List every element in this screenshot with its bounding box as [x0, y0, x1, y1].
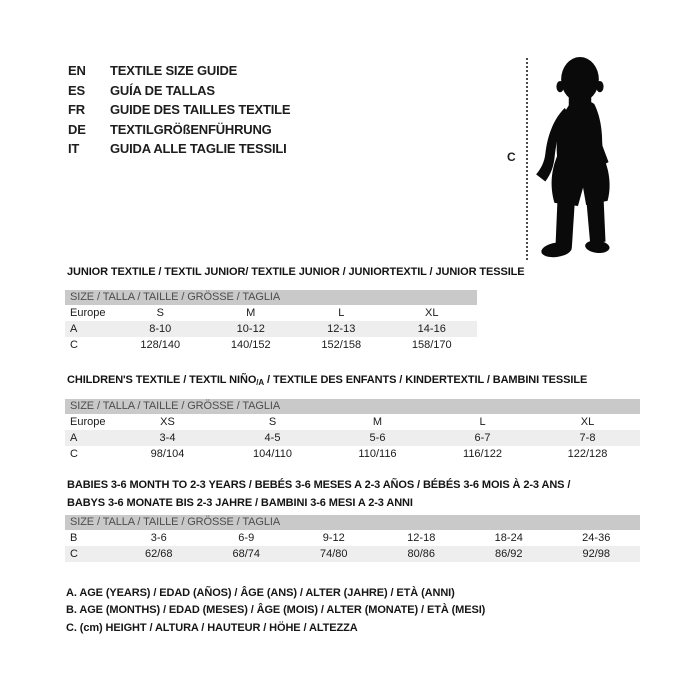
size-cell: 3-4 [115, 430, 220, 446]
language-label: GUIDA ALLE TAGLIE TESSILI [110, 141, 287, 157]
table-row-europe [65, 305, 477, 321]
table-row-europe [65, 414, 640, 430]
babies-title-line1: BABIES 3-6 MONTH TO 2-3 YEARS / BEBÉS 3-6 MESES A 2-3 AÑOS / BÉBÉS 3-6 MOIS À 2-3 ANS / [67, 479, 571, 491]
size-cell: 4-5 [220, 430, 325, 446]
table-row-age-months [65, 530, 640, 546]
size-cell: 140/152 [230, 339, 271, 351]
size-cell: M [246, 307, 256, 319]
language-row-fr [68, 100, 290, 120]
height-measure-label: C [507, 150, 516, 164]
size-cell: 14-16 [387, 321, 478, 337]
row-label: Europe [70, 307, 106, 319]
size-cell: S [268, 416, 277, 428]
language-label: GUÍA DE TALLAS [110, 82, 215, 98]
size-table-junior [65, 290, 477, 353]
size-cell: 12-18 [407, 532, 436, 544]
row-label: Europe [70, 416, 106, 428]
size-cell: 18-24 [494, 532, 523, 544]
size-cell: 5-6 [325, 430, 430, 446]
children-title-subscript: /A [256, 378, 265, 387]
children-title-main: CHILDREN'S TEXTILE / TEXTIL NIÑO [67, 374, 257, 386]
row-label: C [70, 339, 78, 351]
toddler-silhouette [533, 55, 627, 259]
size-cell: 152/158 [321, 339, 362, 351]
language-row-en [68, 61, 290, 81]
section-title-babies [67, 477, 570, 512]
size-cell: 80/86 [378, 546, 466, 562]
size-bar: SIZE / TALLA / TAILLE / GRÖSSE / TAGLIA [65, 515, 640, 530]
row-label: C [70, 448, 78, 460]
size-bar: SIZE / TALLA / TAILLE / GRÖSSE / TAGLIA [65, 399, 640, 414]
size-cell: 6-9 [238, 532, 255, 544]
size-cell: 98/104 [150, 448, 185, 460]
children-title-rest: / TEXTILE DES ENFANTS / KINDERTEXTIL / BAMBINI TESSILE [264, 374, 588, 386]
size-cell: 68/74 [203, 546, 291, 562]
size-cell: 12-13 [296, 321, 387, 337]
legend-block [66, 585, 485, 637]
size-cell: L [479, 416, 486, 428]
language-label: TEXTILE SIZE GUIDE [110, 63, 238, 78]
size-cell: 104/110 [253, 448, 292, 460]
size-cell: 8-10 [115, 321, 206, 337]
legend-line-c: C. (cm) HEIGHT / ALTURA / HAUTEUR / HÖHE / ALTEZZA [66, 621, 358, 634]
language-code: EN [68, 63, 86, 78]
row-label: B [70, 532, 78, 544]
size-cell: M [372, 416, 383, 428]
size-cell: 116/122 [463, 448, 502, 460]
size-cell: 92/98 [553, 546, 641, 562]
size-cell: 110/116 [358, 448, 397, 460]
legend-line-a: A. AGE (YEARS) / EDAD (AÑOS) / ÂGE (ANS) / ALTER (JAHRE) / ETÀ (ANNI) [66, 587, 455, 599]
size-cell: 9-12 [322, 532, 345, 544]
babies-title-line2: BABYS 3-6 MONATE BIS 2-3 JAHRE / BAMBINI 3-6 MESI A 2-3 ANNI [67, 496, 413, 509]
size-cell: 3-6 [150, 532, 167, 544]
row-label: C [65, 546, 115, 562]
size-cell: L [338, 307, 345, 319]
table-row-height [65, 337, 477, 353]
size-table-babies [65, 515, 640, 562]
size-table-children [65, 399, 640, 462]
language-code: ES [68, 82, 85, 98]
height-measure-dotted-line [526, 58, 528, 260]
section-title-children [67, 374, 587, 387]
language-label: TEXTILGRÖßENFÜHRUNG [110, 121, 272, 137]
size-cell: XL [425, 307, 439, 319]
size-cell: 122/128 [567, 448, 608, 460]
section-title-junior: JUNIOR TEXTILE / TEXTIL JUNIOR/ TEXTILE JUNIOR / JUNIORTEXTIL / JUNIOR TESSILE [67, 266, 525, 278]
size-cell: S [156, 307, 164, 319]
size-cell: 10-12 [206, 321, 297, 337]
size-bar: SIZE / TALLA / TAILLE / GRÖSSE / TAGLIA [65, 290, 477, 305]
table-row-height [65, 546, 640, 562]
language-code: IT [68, 141, 80, 157]
language-code: DE [68, 121, 86, 137]
size-cell: 7-8 [535, 430, 640, 446]
size-cell: XL [580, 416, 595, 428]
language-row-de [68, 120, 290, 140]
size-cell: 24-36 [582, 532, 611, 544]
table-row-height [65, 446, 640, 462]
language-list [68, 61, 290, 159]
figure-block [505, 55, 635, 267]
table-row-age [65, 321, 477, 337]
legend-line-b: B. AGE (MONTHS) / EDAD (MESES) / ÂGE (MOIS) / ALTER (MONATE) / ETÀ (MESI) [66, 604, 486, 617]
row-label: A [65, 430, 115, 446]
row-label: A [65, 321, 115, 337]
size-cell: 6-7 [430, 430, 535, 446]
language-code: FR [68, 102, 85, 118]
size-cell: 74/80 [290, 546, 378, 562]
language-row-it [68, 139, 290, 159]
size-cell: XS [160, 416, 175, 428]
size-cell: 62/68 [115, 546, 203, 562]
language-row-es [68, 81, 290, 101]
size-cell: 128/140 [140, 339, 181, 351]
size-cell: 158/170 [411, 339, 452, 351]
table-row-age [65, 430, 640, 446]
language-label: GUIDE DES TAILLES TEXTILE [110, 102, 291, 118]
size-cell: 86/92 [465, 546, 553, 562]
